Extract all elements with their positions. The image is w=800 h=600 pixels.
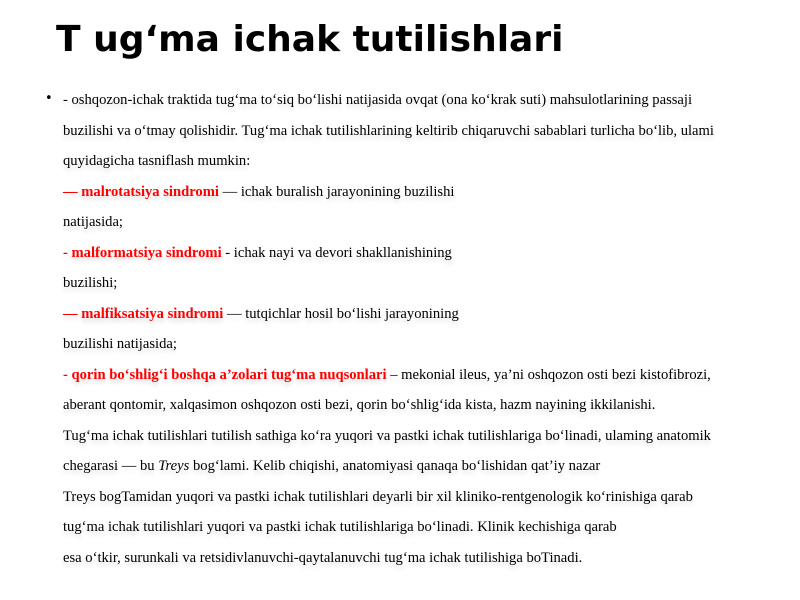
body-line <box>63 451 768 482</box>
classification-item <box>63 238 768 269</box>
classification-term: - qorin bo‘shlig‘i boshqa a’zolari tug‘ma nuqsonlari – <box>63 366 398 383</box>
classification-continuation: natijasida; <box>63 214 123 230</box>
classification-continuation: aberant qontomir, xalqasimon oshqozon osti bezi, qorin bo‘shlig‘ida kista, hazm nayining ikkilanishi. <box>63 397 656 413</box>
body-line: tug‘ma ichak tutilishlari yuqori va pastki ichak tutilishlariga bo‘linadi. Klinik kechishiga qarab <box>63 519 617 535</box>
body-line: Tug‘ma ichak tutilishlari tutilish sathiga ko‘ra yuqori va pastki ichak tutilishlariga bo‘linadi, ulaming anatomik <box>63 427 711 444</box>
classification-term: — malrotatsiya sindromi <box>63 183 219 200</box>
slide-body <box>63 85 768 573</box>
italic-term: Treys <box>158 458 190 474</box>
classification-description: — ichak buralish jarayonining buzilishi <box>218 183 455 200</box>
classification-description: — tutqichlar hosil bo‘lishi jarayonining <box>223 305 459 322</box>
body-line: - oshqozon-ichak traktida tug‘ma to‘siq bo‘lishi natijasida ovqat (ona ko‘krak suti) mahsulotlarining passaji <box>63 92 693 108</box>
text-run: bog‘lami. Kelib chiqishi, anatomiyasi qanaqa bo‘lishidan qat’iy nazar <box>189 458 601 474</box>
classification-description: - ichak nayi va devori shakllanishining <box>221 244 452 261</box>
classification-item <box>63 299 768 330</box>
body-line: quyidagicha tasniflash mumkin: <box>63 153 251 169</box>
classification-item <box>63 177 768 208</box>
classification-term: - malformatsiya sindromi <box>63 244 222 261</box>
classification-continuation: buzilishi; <box>63 275 118 291</box>
body-line: esa o‘tkir, surunkali va retsidivlanuvchi-qaytalanuvchi tug‘ma ichak tutilishiga boTinadi. <box>63 549 583 566</box>
body-line: buzilishi va o‘tmay qolishidir. Tug‘ma ichak tutilishlarining keltirib chiqaruvchi sabablari turlicha bo‘lib, ulami <box>63 122 714 139</box>
classification-continuation: buzilishi natijasida; <box>63 336 177 352</box>
classification-item <box>63 360 768 391</box>
body-line: Treys bogTamidan yuqori va pastki ichak tutilishlari deyarli bir xil kliniko-rentgenologik ko‘rinishiga qarab <box>63 488 693 505</box>
text-run: chegarasi — bu <box>63 458 159 474</box>
classification-term: — malfiksatsiya sindromi <box>63 305 224 322</box>
bullet-marker: • <box>45 91 53 106</box>
classification-description: mekonial ileus, ya’ni oshqozon osti bezi kistofibrozi, <box>397 366 711 383</box>
slide-title: T ug‘ma ichak tutilishlari <box>56 19 564 60</box>
